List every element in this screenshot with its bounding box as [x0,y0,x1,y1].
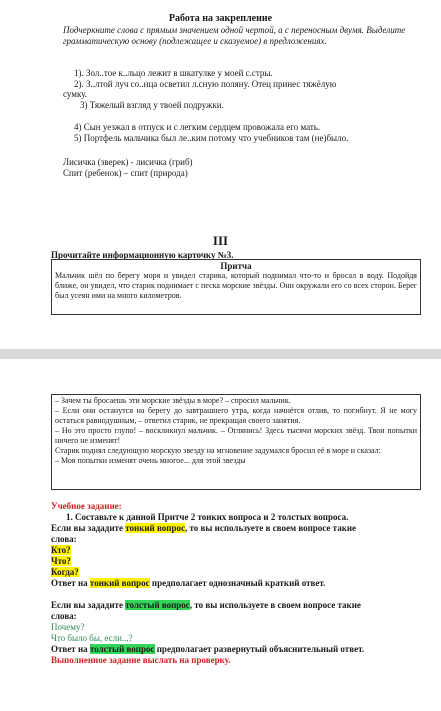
slova-label: слова: [51,534,77,544]
page-separator [0,349,441,359]
thin-answer-highlight: тонкий вопрос [89,578,150,588]
task-instructions: Подчеркните слова с прямым значением одной чертой, а с переносным двумя. Выделите грамматическую основу (подлежащее и сказуемое) в предложениях. [63,25,406,46]
word-pair-2: Спит (ребенок) – спит (природа) [63,168,188,178]
sentence-2-cont: сумку. [63,89,88,99]
thick-word-2: Что было бы, если...? [51,633,133,643]
slova-label-2: слова: [51,611,77,621]
sentence-2: 2). З..лтой луч со..нца осветил л.сную поляну. Отец принес тяжёлую [74,79,337,89]
thin-word-1: Кто? [51,545,71,555]
dialogue-line-3: – Но это просто глупо! – воскликнул мальчик. – Оглянись! Здесь тысячи морских звёзд. Твои попытки ничего не изменят! [55,426,417,445]
dialogue-line-5: – Моя попытки изменят очень многое... для этой звезды [55,456,246,465]
sentence-4: 4) Сын уезжал в отпуск и с легким сердцем провожала его мать. [74,122,321,132]
thick-question-highlight: толстый вопрос [125,600,190,610]
card-text: Мальчик шёл по берегу моря и увидел старика, который поднимал что-то и бросал в воду. Подойдя ближе, он увидел, что старик поднимает с песка морские звёзды. Они окружали его со всех сторон. Берег был усеян ими на много километров. [55,271,417,300]
task-item: 1. Составьте к данной Притче 2 тонких вопроса и 2 толстых вопроса. [66,512,349,522]
thin-word-2: Что? [51,556,71,566]
page-1 [0,0,441,349]
section-number: III [212,233,229,248]
final-instruction: Выполненное задание выслать на проверку. [51,655,231,665]
sentence-1: 1). Зол..тое к..льцо лежит в шкатулке у моей с.стры. [74,68,273,78]
thin-question-highlight: тонкий вопрос [125,523,185,533]
thick-answer-line: Ответ на толстый вопрос предполагает развернутый объяснительный ответ. [51,644,365,654]
dialogue-line-4: Старик поднял следующую морскую звезду на мгновение задумался бросил её в море и сказал: [55,446,381,455]
sentence-3: 3) Тяжелый взгляд у твоей подружки. [80,100,224,110]
dialogue-line-1: – Зачем ты бросаешь эти морские звёзды в море? – спросил мальчик. [55,396,291,405]
info-card [51,259,421,315]
dialogue-line-2: – Если они останутся на берегу до завтрашнего утра, когда начнётся отлив, то погибнут. Я не могу остаться равнодушным, – ответил старик, не прекращая своего занятия. [55,406,417,425]
thick-answer-highlight: толстый вопрос [89,644,155,654]
thick-question-line: Если вы зададите толстый вопрос, то вы используете в своем вопросе такие [51,600,361,610]
page-title: Работа на закрепление [168,13,273,24]
task-label: Учебное задание: [51,501,122,511]
thick-word-1: Почему? [51,622,85,632]
thin-question-line: Если вы зададите тонкий вопрос, то вы используете в своем вопросе такие [51,523,357,533]
card-title: Притча [220,261,252,271]
info-card-continued [51,394,421,490]
thin-word-3: Когда? [51,567,79,577]
word-pair-1: Лисичка (зверек) - лисичка (гриб) [63,157,193,167]
thin-answer-line: Ответ на тонкий вопрос предполагает однозначный краткий ответ. [51,578,326,588]
sentence-5: 5) Портфель мальчика был ле..ким потому что учебников там (не)было. [74,133,349,143]
card-heading: Прочитайте информационную карточку №3. [51,250,234,260]
